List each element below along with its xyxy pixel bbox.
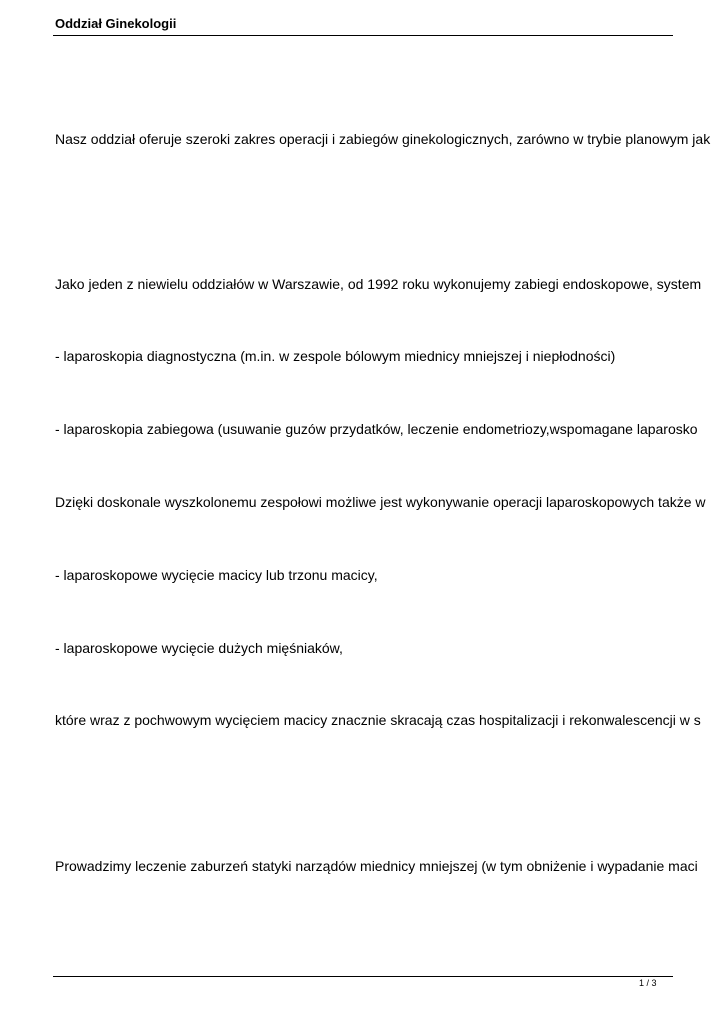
paragraph: - laparoskopowe wycięcie dużych mięśniaków, [55, 640, 343, 656]
page-header-title: Oddział Ginekologii [55, 16, 177, 31]
paragraph: które wraz z pochwowym wycięciem macicy znacznie skracają czas hospitalizacji i rekonwalescencji w s [55, 712, 701, 728]
paragraph: Prowadzimy leczenie zaburzeń statyki narządów miednicy mniejszej (w tym obniżenie i wypadanie maci [55, 858, 698, 874]
page-number: 1 / 3 [639, 978, 657, 988]
paragraph: - laparoskopia diagnostyczna (m.in. w zespole bólowym miednicy mniejszej i niepłodności) [55, 348, 616, 364]
footer-divider [53, 976, 673, 977]
paragraph: Jako jeden z niewielu oddziałów w Warszawie, od 1992 roku wykonujemy zabiegi endoskopowe, system [55, 276, 702, 292]
paragraph: - laparoskopia zabiegowa (usuwanie guzów przydatków, leczenie endometriozy,wspomagane laparosko [55, 421, 698, 437]
paragraph: Nasz oddział oferuje szeroki zakres operacji i zabiegów ginekologicznych, zarówno w trybie planowym jak [55, 131, 711, 147]
paragraph: - laparoskopowe wycięcie macicy lub trzonu macicy, [55, 567, 378, 583]
paragraph: Dzięki doskonale wyszkolonemu zespołowi możliwe jest wykonywanie operacji laparoskopowych także w [55, 494, 706, 510]
header-divider [53, 35, 673, 36]
